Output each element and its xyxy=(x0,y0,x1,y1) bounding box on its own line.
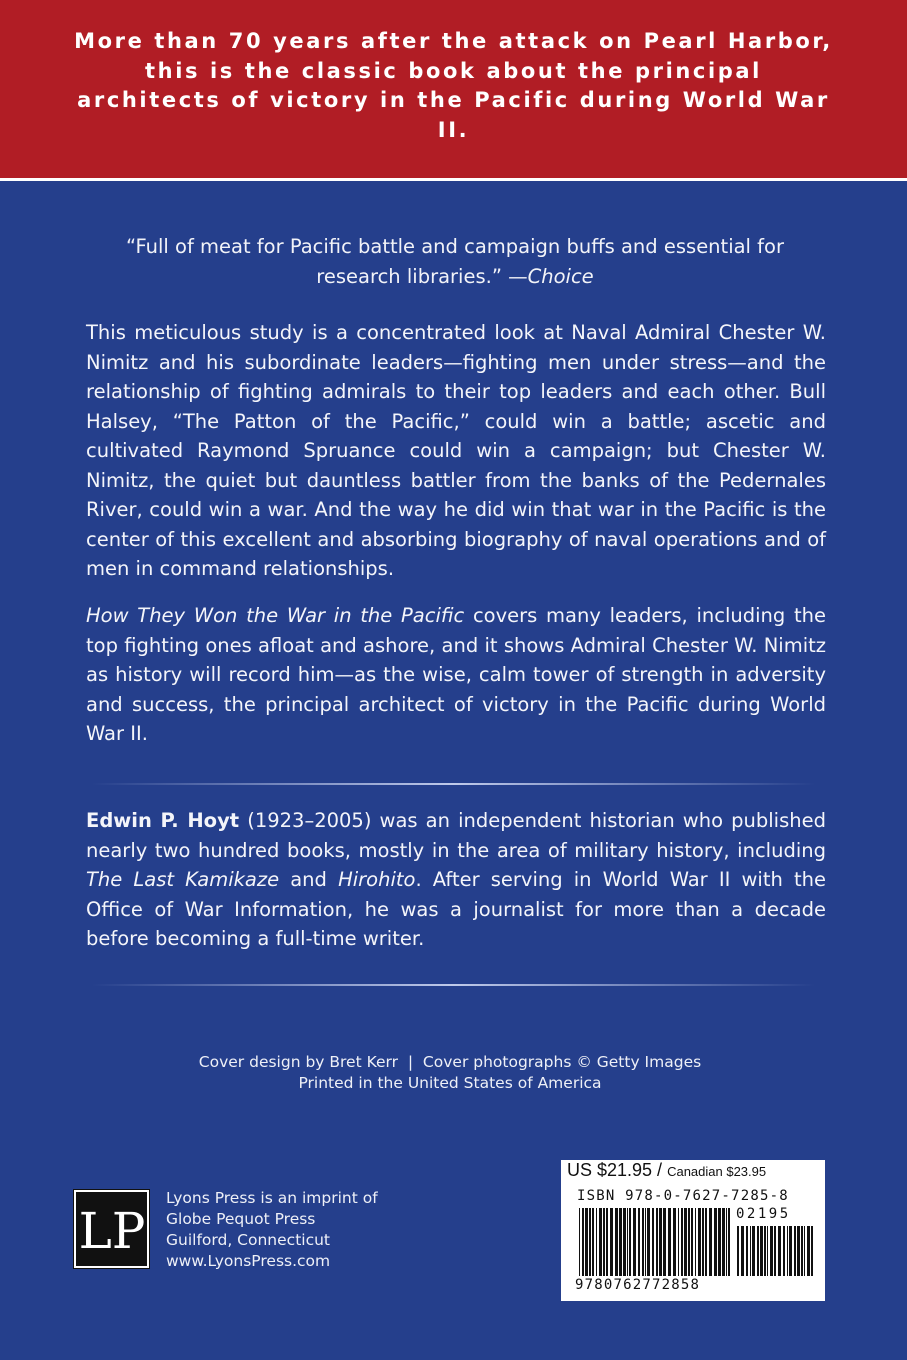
barcode-digits: 9780762772858 xyxy=(575,1277,701,1293)
barcode-bar xyxy=(633,1208,636,1276)
barcode-bar xyxy=(789,1226,792,1276)
bio-text-2: and xyxy=(279,868,339,891)
credits-line-2: Printed in the United States of America xyxy=(298,1074,602,1092)
bio-book-2: Hirohito xyxy=(338,868,416,891)
logo-letters: LP xyxy=(78,1202,145,1260)
divider-bottom xyxy=(92,984,815,986)
barcode-bar xyxy=(718,1208,721,1276)
publisher-website: www.LyonsPress.com xyxy=(166,1252,331,1270)
barcode-bar xyxy=(698,1208,701,1276)
barcode-bar xyxy=(684,1208,687,1276)
barcode-bar xyxy=(767,1226,768,1276)
barcode-bar xyxy=(726,1208,727,1276)
price-barcode-box xyxy=(561,1160,825,1301)
barcode-bar xyxy=(656,1208,658,1276)
review-quote xyxy=(120,232,790,292)
barcode-bar xyxy=(757,1226,759,1276)
description-paragraph-2 xyxy=(86,601,826,749)
author-name: Edwin P. Hoyt xyxy=(86,809,240,832)
barcode-bar xyxy=(709,1208,712,1276)
bio-book-1: The Last Kamikaze xyxy=(86,868,280,891)
banner-white-stripe xyxy=(0,178,907,190)
lp-logo-icon xyxy=(78,1196,145,1262)
barcode-bar xyxy=(638,1208,640,1276)
credits-line-1: Cover design by Bret Kerr | Cover photographs © Getty Images xyxy=(198,1053,702,1071)
barcode-bar xyxy=(589,1208,591,1276)
barcode-bar xyxy=(596,1208,597,1276)
barcode-bar xyxy=(623,1208,626,1276)
barcode-bar xyxy=(579,1208,580,1276)
price-addon-barcode xyxy=(737,1226,817,1276)
barcode-bar xyxy=(722,1208,725,1276)
barcode-bar xyxy=(702,1208,704,1276)
barcode-bar xyxy=(737,1226,739,1276)
barcode-bar xyxy=(582,1208,584,1276)
barcode-bar xyxy=(741,1226,744,1276)
barcode-bar xyxy=(606,1208,608,1276)
publisher-logo xyxy=(74,1190,149,1268)
isbn-number: ISBN 978-0-7627-7285-8 xyxy=(577,1188,789,1204)
description-paragraph-1: This meticulous study is a concentrated look at Naval Admiral Chester W. Nimitz and his subordinate leaders—fighting men under stress—and the relationship of fighting admirals to their top leaders and each other. Bull Halsey, “The Patton of the Pacific,” could win a battle; ascetic and cultivated Raymond Spruance could win a campaign; but Chester W. Nimitz, the quiet but dauntless battler from the banks of the Pedernales River, could win a war. And the way he did win that war in the Pacific is the center of this excellent and absorbing biography of naval operations and of men in command relationships. xyxy=(86,321,826,580)
isbn-barcode xyxy=(579,1208,731,1276)
barcode-bar xyxy=(599,1208,602,1276)
barcode-bar xyxy=(585,1208,588,1276)
us-price: US $21.95 / xyxy=(567,1160,663,1180)
barcode-bar xyxy=(760,1226,763,1276)
barcode-bar xyxy=(592,1208,594,1276)
barcode-bar xyxy=(728,1208,730,1276)
barcode-bar xyxy=(673,1208,676,1276)
barcode-bar xyxy=(794,1226,796,1276)
barcode-bar xyxy=(746,1226,748,1276)
barcode-bar xyxy=(681,1208,683,1276)
price-label xyxy=(567,1160,766,1182)
barcode-bar xyxy=(705,1208,707,1276)
barcode-bar xyxy=(610,1208,613,1276)
cover-credits xyxy=(100,1052,800,1094)
barcode-bar xyxy=(668,1208,671,1276)
barcode-bar xyxy=(678,1208,679,1276)
barcode-bar xyxy=(645,1208,646,1276)
barcode-bar xyxy=(778,1226,781,1276)
book-title: How They Won the War in the Pacific xyxy=(86,604,465,627)
barcode-bar xyxy=(688,1208,690,1276)
barcode-bar xyxy=(619,1208,622,1276)
barcode-bar xyxy=(629,1208,631,1276)
barcode-bar xyxy=(659,1208,662,1276)
canadian-price: Canadian $23.95 xyxy=(667,1164,767,1179)
barcode-bar xyxy=(783,1226,785,1276)
bio-text-3: . After serving in World War II with the Office of War Information, he was a journalist for more than a decade before becoming a full-time writer. xyxy=(86,868,826,950)
quote-text: “Full of meat for Pacific battle and campaign buffs and essential for research libraries.” — xyxy=(125,235,784,288)
barcode-bar xyxy=(652,1208,654,1276)
paragraph-2-text: covers many leaders, including the top fighting ones afloat and ashore, and it shows Admiral Chester W. Nimitz as history will record him—as the wise, calm tower of strength in adversity and success, the principal architect of victory in the Pacific during World War II. xyxy=(86,604,827,745)
barcode-bar xyxy=(663,1208,666,1276)
barcode-bar xyxy=(647,1208,650,1276)
barcode-bar xyxy=(627,1208,628,1276)
barcode-bar xyxy=(774,1226,776,1276)
barcode-bar xyxy=(807,1226,810,1276)
author-bio xyxy=(86,806,826,954)
publisher-line-3: Guilford, Connecticut xyxy=(166,1231,330,1249)
divider-top xyxy=(92,783,815,785)
publisher-line-1: Lyons Press is an imprint of xyxy=(166,1189,378,1207)
top-banner xyxy=(0,0,907,178)
barcode-bar xyxy=(787,1226,788,1276)
publisher-info xyxy=(166,1188,426,1272)
barcode-bar xyxy=(804,1226,805,1276)
barcode-bar xyxy=(764,1226,766,1276)
publisher-line-2: Globe Pequot Press xyxy=(166,1210,316,1228)
barcode-bar xyxy=(797,1226,800,1276)
bio-text-1: (1923–2005) was an independent historian who published nearly two hundred books, mostly in the area of military history, including xyxy=(86,809,826,862)
barcode-bar xyxy=(752,1226,755,1276)
barcode-bar xyxy=(750,1226,751,1276)
barcode-bar xyxy=(691,1208,693,1276)
banner-tagline: More than 70 years after the attack on Pearl Harbor, this is the classic book about the principal architects of victory in the Pacific during World War II. xyxy=(74,29,833,142)
barcode-bar xyxy=(714,1208,717,1276)
barcode-bar xyxy=(603,1208,605,1276)
barcode-bar xyxy=(770,1226,773,1276)
price-code: 02195 xyxy=(736,1206,791,1222)
barcode-bar xyxy=(695,1208,696,1276)
barcode-bar xyxy=(811,1226,813,1276)
barcode-bar xyxy=(801,1226,803,1276)
barcode-bar xyxy=(615,1208,618,1276)
quote-source: Choice xyxy=(527,265,594,288)
barcode-bar xyxy=(642,1208,644,1276)
